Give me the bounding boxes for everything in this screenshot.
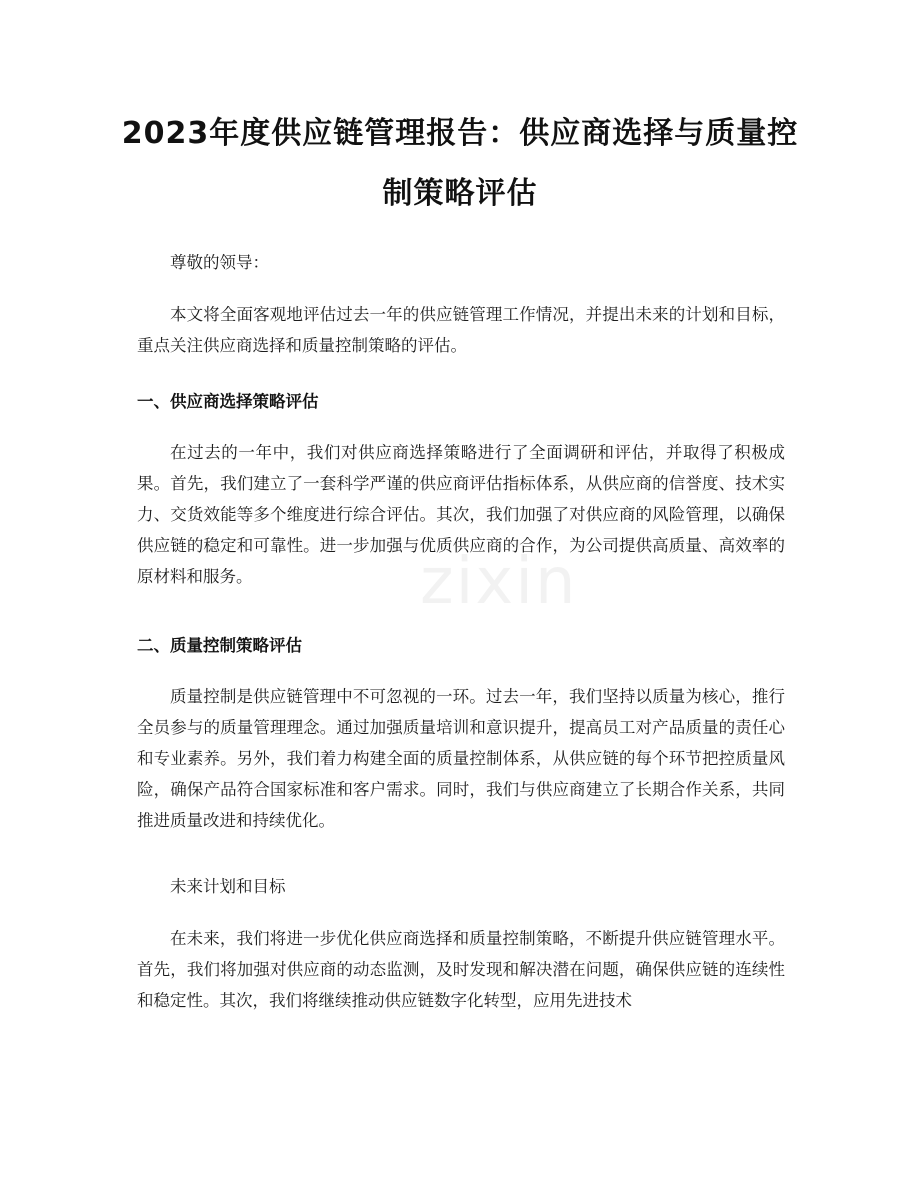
watermark-text: zixin: [420, 545, 578, 619]
future-plan-paragraph: 在未来，我们将进一步优化供应商选择和质量控制策略，不断提升供应链管理水平。首先，我们将加强对供应商的动态监测，及时发现和解决潜在问题，确保供应链的连续性和稳定性。其次，我们将继续推动供应链数字化转型，应用先进技术: [137, 929, 785, 1010]
document-title: 2023年度供应链管理报告：供应商选择与质量控制策略评估: [121, 116, 799, 211]
salutation: 尊敬的领导：: [170, 253, 269, 272]
section-1-paragraph: 在过去的一年中，我们对供应商选择策略进行了全面调研和评估，并取得了积极成果。首先，我们建立了一套科学严谨的供应商评估指标体系，从供应商的信誉度、技术实力、交货效能等多个维度进行综合评估。其次，我们加强了对供应商的风险管理，以确保供应链的稳定和可靠性。进一步加强与优质供应商的合作，为公司提供高质量、高效率的原材料和服务。: [137, 443, 785, 586]
section-2-paragraph: 质量控制是供应链管理中不可忽视的一环。过去一年，我们坚持以质量为核心，推行全员参与的质量管理理念。通过加强质量培训和意识提升，提高员工对产品质量的责任心和专业素养。另外，我们着力构建全面的质量控制体系，从供应链的每个环节把控质量风险，确保产品符合国家标准和客户需求。同时，我们与供应商建立了长期合作关系，共同推进质量改进和持续优化。: [137, 687, 785, 830]
section-2-heading: 二、质量控制策略评估: [137, 636, 302, 655]
section-1-heading: 一、供应商选择策略评估: [137, 392, 319, 411]
intro-paragraph: 本文将全面客观地评估过去一年的供应链管理工作情况，并提出未来的计划和目标，重点关注供应商选择和质量控制策略的评估。: [137, 305, 785, 355]
future-plan-label: 未来计划和目标: [170, 877, 286, 896]
